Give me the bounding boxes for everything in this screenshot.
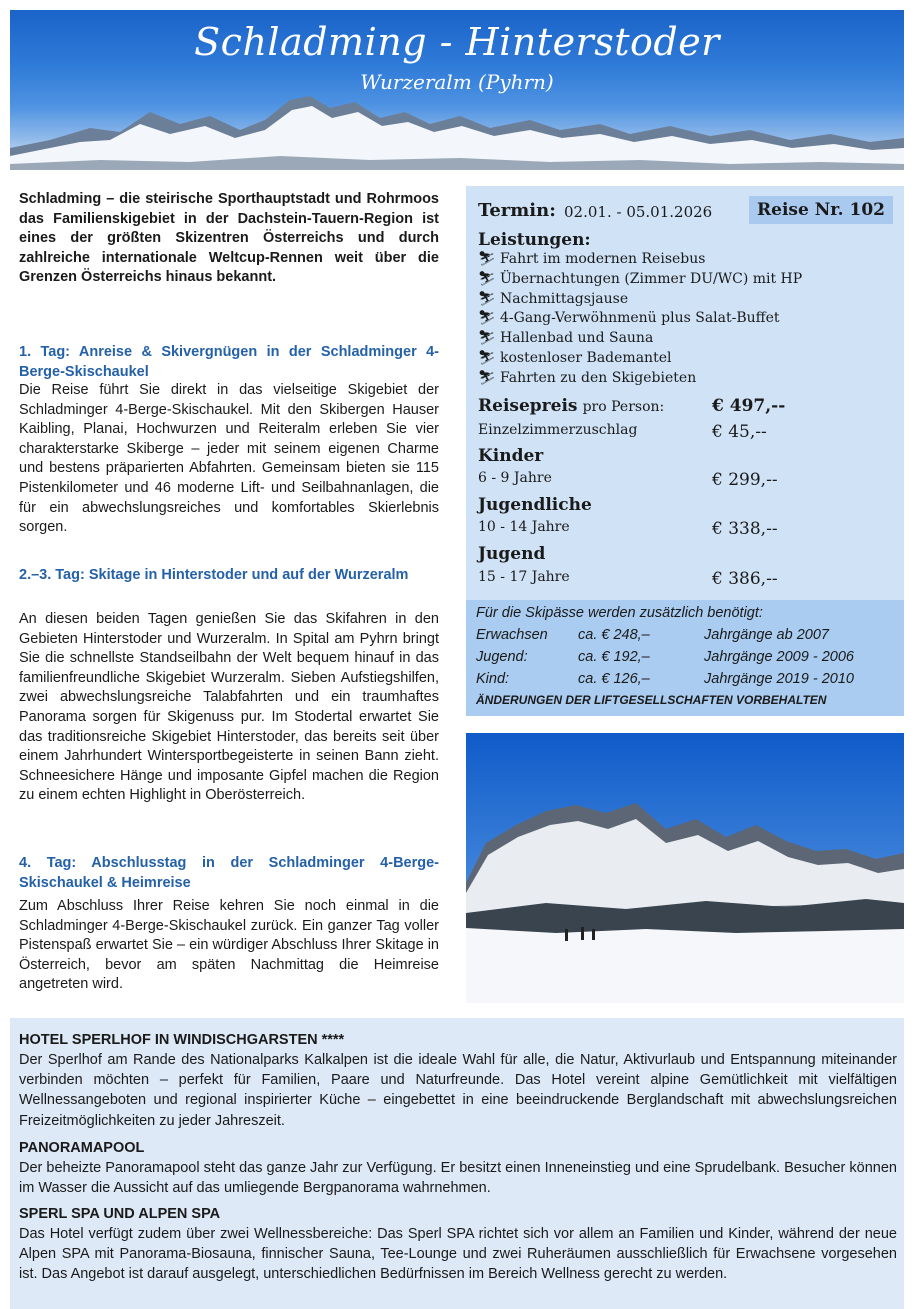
jugendliche-age: 10 - 14 Jahre — [478, 519, 570, 535]
skipass-price: ca. € 248,– — [578, 627, 650, 643]
table-row — [476, 671, 896, 691]
pool-text: Der beheizte Panoramapool steht das ganze Jahr zur Verfügung. Er besitzt einen Inneneinstieg und eine Sprudelbank. Besucher können im Wasser die Aussicht auf das umliegende Bergpanorama wahrnehmen. — [19, 1160, 897, 1197]
services-list — [478, 250, 802, 389]
hotel-text: Der Sperlhof am Rande des Nationalparks Kalkalpen ist die ideale Wahl für alle, die Natur, Aktivurlaub und Entspannung miteinander verbinden möchten – perfekt für Familien, Paare und Naturfreunde. Das Hotel vereint alpine Gemütlichkeit mit vielfältigen Wellnessangeboten und regional inspirierter Küche – eingebettet in eine beeindruckende Berglandschaft mit abwechslungsreichen Freizeitmöglichkeiten zu jeder Jahreszeit. — [19, 1052, 897, 1129]
jugend-age: 15 - 17 Jahre — [478, 569, 570, 585]
skipass-category: Erwachsen — [476, 627, 548, 643]
day-1-text: Die Reise führt Sie direkt in das vielseitige Skigebiet der Schladminger 4-Berge-Skischaukel. Mit den Skibergen Hauser Kaibling, Planai, Hochwurzen und Reiteralm erleben Sie vier charakterstarke Skiberge – jeder mit seinem eigenen Charme und bestens präparierten Abfahrten. Gemeinsam bieten sie 115 Pistenkilometer und 46 moderne Lift- und Seilbahnanlagen, die für ein abwechslungsreiches und komfortables Skierlebnis sorgen. — [19, 382, 439, 536]
skipass-years: Jahrgänge 2019 - 2010 — [704, 671, 854, 687]
list-item: ⛷ Nachmittagsjause — [478, 290, 802, 310]
table-row — [476, 627, 896, 647]
header-banner — [10, 10, 904, 170]
page-subtitle: Wurzeralm (Pyhrn) — [360, 70, 554, 94]
skipass-years: Jahrgänge 2009 - 2006 — [704, 649, 854, 665]
trip-number-badge: Reise Nr. 102 — [749, 196, 893, 224]
skier-icon: ⛷ — [478, 349, 496, 366]
skier-icon: ⛷ — [478, 270, 496, 287]
skier-icon: ⛷ — [478, 330, 496, 347]
spa-heading: SPERL SPA UND ALPEN SPA — [19, 1206, 221, 1222]
trip-info-box — [466, 186, 904, 600]
skier-icon: ⛷ — [478, 251, 496, 267]
list-item: ⛷ Fahrten zu den Skigebieten — [478, 369, 802, 389]
jugendliche-value: € 338,-- — [712, 519, 778, 539]
day-2-3-text: An diesen beiden Tagen genießen Sie das Skifahren in den Gebieten Hinterstoder und Wurzeralm. In Spital am Pyhrn bringt Sie die schnellste Standseilbahn der Welt bequem hinauf in das familienfreundliche Skigebiet Wurzeralm. Sieben Aufstiegshilfen, zwei abwechslungsreiche Talabfahrten und ein traumhaftes Panorama sorgen für Skigenuss pur. Im Stodertal erwartet Sie das traditionsreiche Skigebiet Hinterstoder, das bereits seit über einem Jahrhundert Wintersportbegeisterte in seinen Bann zieht. Schneesichere Hänge und imposante Gipfel machen die Region zu einem echten Highlight in Oberösterreich. — [19, 611, 439, 804]
day-1-heading: 1. Tag: Anreise & Skivergnügen in der Schladminger 4-Berge-Skischaukel — [19, 344, 439, 380]
kinder-value: € 299,-- — [712, 470, 778, 490]
day-4-text: Zum Abschluss Ihrer Reise kehren Sie noch einmal in die Schladminger 4-Berge-Skischaukel zurück. Ein ganzer Tag voller Pistenspaß erwartet Sie – ein würdiger Abschluss Ihrer Skitage in Österreich, bevor am späten Nachmittag die Heimreise angetreten wird. — [19, 898, 439, 993]
skipass-heading: Für die Skipässe werden zusätzlich benötigt: — [476, 605, 763, 621]
termin-label: Termin: — [478, 200, 556, 221]
ski-slope-photo — [466, 733, 904, 1003]
pro-person-label: pro Person: — [582, 399, 665, 415]
skier-icon: ⛷ — [478, 369, 496, 386]
page-title: Schladming - Hinterstoder — [194, 20, 720, 64]
table-row — [476, 649, 896, 669]
skipass-note: ÄNDERUNGEN DER LIFTGESELLSCHAFTEN VORBEHALTEN — [476, 693, 827, 707]
skipass-category: Kind: — [476, 671, 510, 687]
list-item: ⛷ 4-Gang-Verwöhnmenü plus Salat-Buffet — [478, 309, 802, 329]
termin-value: 02.01. - 05.01.2026 — [564, 203, 713, 221]
jugendliche-label: Jugendliche — [478, 495, 592, 515]
skier-icon: ⛷ — [478, 290, 496, 307]
skier-icon: ⛷ — [478, 310, 496, 327]
skipass-category: Jugend: — [476, 649, 528, 665]
services-label: Leistungen: — [478, 230, 591, 250]
skipass-price: ca. € 126,– — [578, 671, 650, 687]
day-4-heading: 4. Tag: Abschlusstag in der Schladminger 4-Berge-Skischaukel & Heimreise — [19, 855, 439, 891]
ez-label: Einzelzimmerzuschlag — [478, 422, 638, 438]
ez-value: € 45,-- — [712, 422, 767, 442]
reisepreis-label: Reisepreis — [478, 396, 578, 416]
spa-text: Das Hotel verfügt zudem über zwei Wellnessbereiche: Das Sperl SPA richtet sich vor allem an Familien und Kinder, während der neue Alpen SPA mit Panorama-Biosauna, finnischer Sauna, Tee-Lounge und zwei Ruheräumen ausschließlich für Erwachsene vorgesehen ist. Das Angebot ist darauf ausgelegt, unterschiedlichen Bedürfnissen im Bereich Wellness gerecht zu werden. — [19, 1226, 897, 1283]
skipass-years: Jahrgänge ab 2007 — [704, 627, 829, 643]
mountain-panorama-image — [10, 90, 904, 170]
jugend-label: Jugend — [478, 544, 546, 564]
skipass-price: ca. € 192,– — [578, 649, 650, 665]
kinder-label: Kinder — [478, 446, 544, 466]
list-item: ⛷ Fahrt im modernen Reisebus — [478, 250, 802, 270]
jugend-value: € 386,-- — [712, 569, 778, 589]
intro-text: Schladming – die steirische Sporthauptstadt und Rohrmoos das Familienskigebiet in der Dachstein-Tauern-Region ist eines der größten Skizentren Österreichs und durch zahlreiche internationale Weltcup-Rennen weit über die Grenzen Österreichs hinaus bekannt. — [19, 191, 439, 286]
skipass-box — [466, 600, 904, 716]
kinder-age: 6 - 9 Jahre — [478, 470, 552, 486]
hotel-heading: HOTEL SPERLHOF IN WINDISCHGARSTEN **** — [19, 1032, 345, 1048]
list-item: ⛷ kostenloser Bademantel — [478, 349, 802, 369]
day-2-3-heading: 2.–3. Tag: Skitage in Hinterstoder und auf der Wurzeralm — [19, 567, 409, 583]
pool-heading: PANORAMAPOOL — [19, 1140, 145, 1156]
list-item: ⛷ Übernachtungen (Zimmer DU/WC) mit HP — [478, 270, 802, 290]
reisepreis-value: € 497,-- — [712, 396, 786, 416]
list-item: ⛷ Hallenbad und Sauna — [478, 329, 802, 349]
hotel-section — [10, 1018, 904, 1309]
